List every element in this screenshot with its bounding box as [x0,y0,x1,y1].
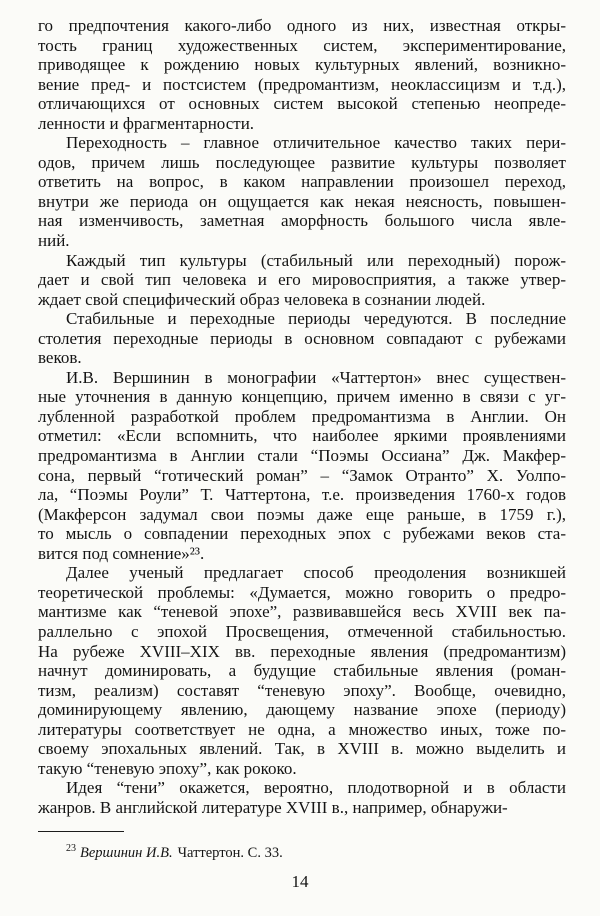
text-line: одов, причем лишь последующее развитие культуры позволяет [38,152,566,172]
text-line: Каждый тип культуры (стабильный или переходный) порож- [66,250,566,270]
text-line: дает и свой тип человека и его мировосприятия, а также утвер- [38,270,566,290]
text-line: мантизме как “теневой эпохе”, развивавшейся весь XVIII век па- [38,602,566,622]
text-line: лубленной разработкой проблем предромантизма в Англии. Он [38,406,566,426]
text-line: начнут доминировать, а будущие стабильные явления (роман- [38,661,566,681]
text-line: вится под сомнение»²³. [38,543,205,563]
text-line: столетия переходные периоды в основном совпадают с рубежами [38,328,566,348]
text-line: то мысль о совпадении переходных эпох с рубежами веков ста- [38,524,566,544]
page-number: 14 [291,872,309,891]
text-line: литературы соответствует не одна, а множество иных, тоже по- [38,719,566,739]
text-line: вение пред- и постсистем (предромантизм, неоклассицизм и т.д.), [38,74,566,94]
footnote-text: Чаттертон. С. 33. [177,844,283,861]
text-line: ждает свой специфический образ человека в сознании людей. [38,289,486,309]
text-line: отметил: «Если вспомнить, что наиболее яркими проявлениями [38,426,566,446]
paragraph [38,309,566,368]
paragraph [38,16,566,133]
text-line: ные уточнения в данную концепцию, причем именно в связи с уг- [38,387,566,407]
text-line: доминирующему явлению, дающему название эпохе (периоду) [38,700,566,720]
footnote-rule [38,831,124,832]
text-line: ла, “Поэмы Роули” Т. Чаттертона, т.е. произведения 1760-х годов [38,485,566,505]
text-line: ний. [38,231,70,251]
footnote-marker: 23 [66,843,76,854]
text-line: тость границ художественных систем, экспериментирование, [38,35,566,55]
text-line: ответить на вопрос, в каком направлении произошел переход, [38,172,566,192]
text-line: И.В. Вершинин в монографии «Чаттертон» внес существен- [66,367,566,387]
text-line: веков. [38,348,82,368]
text-line: приводящее к рождению новых культурных явлений, возникно- [38,55,566,75]
footnote-author: Вершинин И.В. [80,844,173,861]
text-line: раллельно с эпохой Просвещения, отмеченной стабильностью. [38,621,566,641]
paragraph [38,563,566,778]
text-line: го предпочтения какого-либо одного из них, известная откры- [38,16,566,35]
text-line: своему эпохальных явлений. Так, в XVIII в. можно выделить и [38,739,566,759]
footnote [38,840,566,862]
text-line: Переходность – главное отличительное качество таких пери- [66,133,566,153]
text-line: такую “теневую эпоху”, как рококо. [38,758,297,778]
text-line: (Макферсон задумал свои поэмы даже еще раньше, в 1759 г.), [38,504,566,524]
text-line: На рубеже XVIII–XIX вв. переходные явления (предромантизм) [38,641,566,661]
text-line: Далее ученый предлагает способ преодоления возникшей [66,563,566,583]
text-line: жанров. В английской литературе XVIII в., например, обнаружи- [38,797,508,817]
paragraph [38,133,566,250]
text-block [38,16,566,817]
paragraph [38,368,566,563]
text-line: отличающихся от основных систем высокой степенью неопреде- [38,94,566,114]
text-line: предромантизма в Англии стали “Поэмы Оссиана” Дж. Макфер- [38,446,566,466]
text-line: сона, первый “готический роман” – “Замок Отранто” Х. Уолпо- [38,465,566,485]
text-line: теоретической проблемы: «Думается, можно говорить о предро- [38,582,566,602]
text-line: ная изменчивость, заметная аморфность большого числа явле- [38,211,566,231]
text-line: Идея “тени” окажется, вероятно, плодотворной и в области [66,778,566,798]
paragraph [38,251,566,310]
text-line: ленности и фрагментарности. [38,113,255,133]
text-line: тизм, реализм) составят “теневую эпоху”. Вообще, очевидно, [38,680,566,700]
paragraph [38,778,566,817]
text-line: Стабильные и переходные периоды чередуются. В последние [66,309,566,329]
text-line: внутри же периода он ощущается как некая неясность, повышен- [38,191,566,211]
